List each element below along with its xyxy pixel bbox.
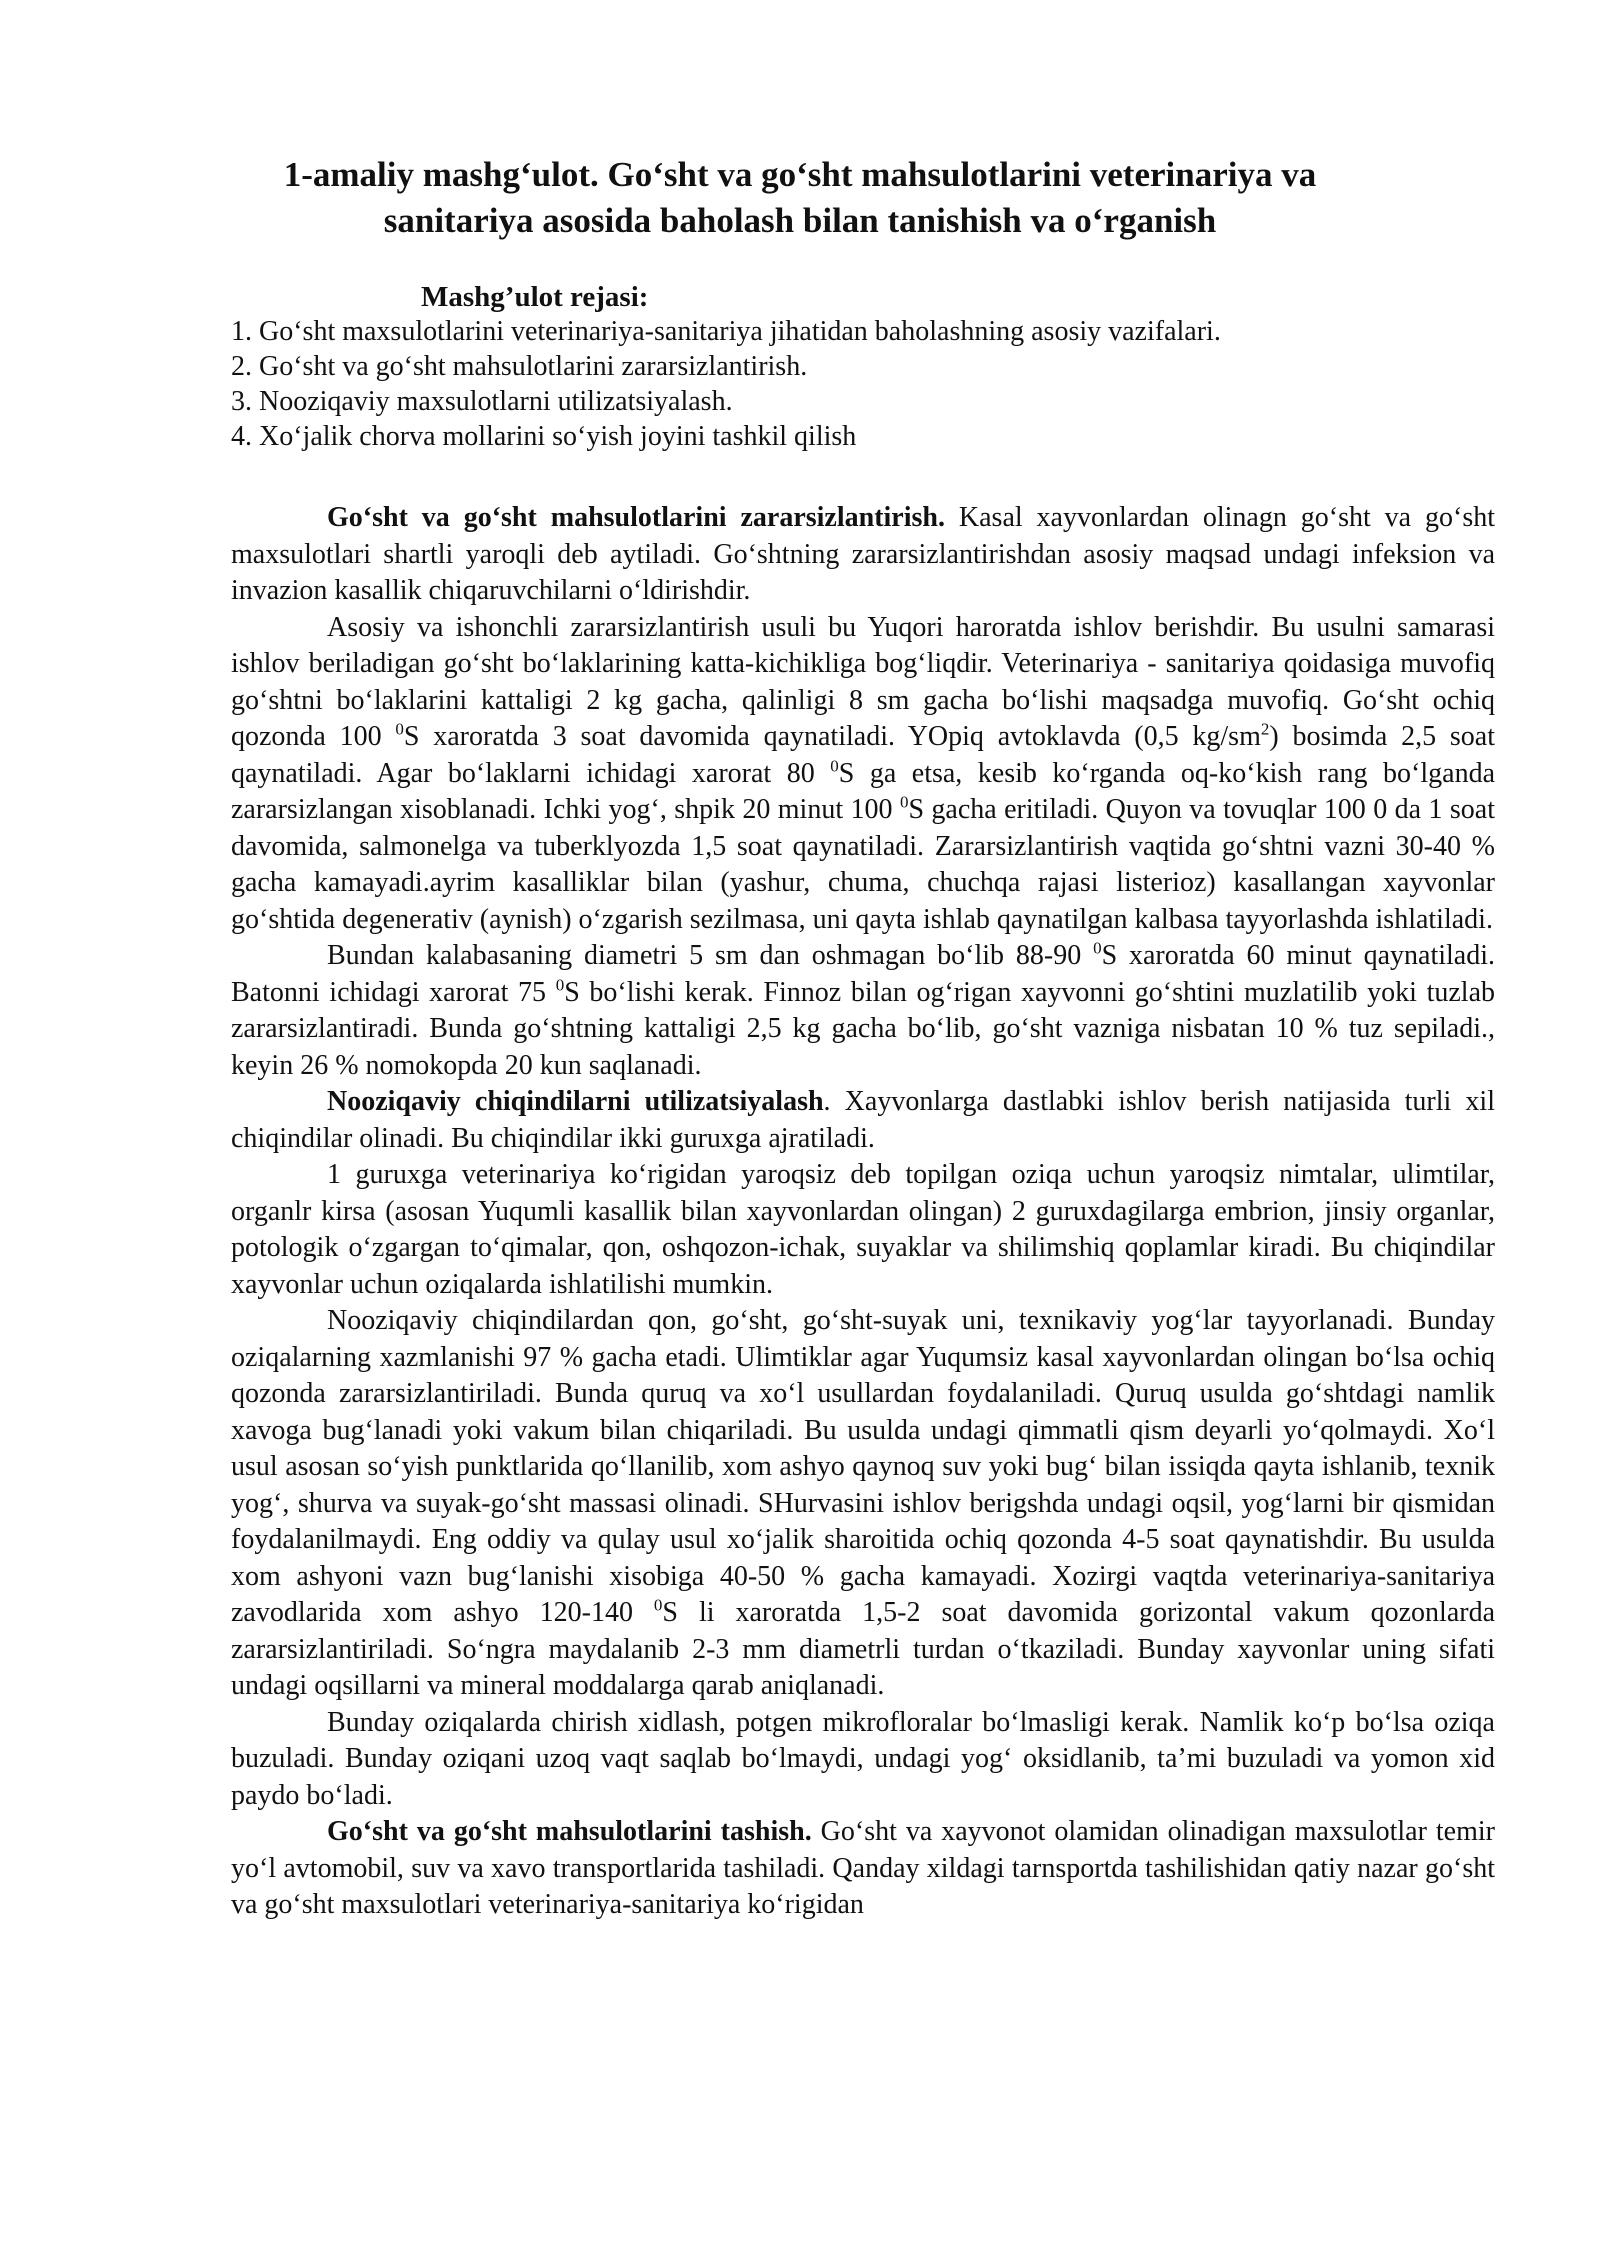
section-heading: Go‘sht va go‘sht mahsulotlarini tashish. [327, 1816, 812, 1847]
paragraph-groups: 1 guruxga veterinariya ko‘rigidan yaroqsiz deb topilgan oziqa uchun yaroqsiz nimtalar, ulimtilar, organlr kirsa (asosan Yuqumli kasallik bilan xayvonlardan olingan) 2 guruxdagilarga embrion, jinsiy organlar, potologik o‘zgargan to‘qimalar, qon, oshqozon-ichak, suyaklar va shilimshiq qoplamlar kiradi. Bu chiqindilar xayvonlar uchun oziqalarda ishlatilishi mumkin. [231, 1159, 1495, 1300]
plan-item: 4. Xo‘jalik chorva mollarini so‘yish joyini tashkil qilish [231, 421, 857, 452]
paragraph-heat-treatment: Asosiy va ishonchli zararsizlantirish usuli bu Yuqori haroratda ishlov berishdir. Bu usulni samarasi ishlov beriladigan go‘sht bo‘laklarining katta-kichikliga bog‘liqdir. Veterinariya - sanitariya qoidasiga muvofiq go‘shtni bo‘laklarini kattaligi 2 kg gacha, qalinligi 8 sm gacha bo‘lishi maqsadga muvofiq. Go‘sht ochiq qozonda 100 $^0$S xaroratda 3 soat davomida qaynatiladi. YOpiq avtoklavda (0,5 $kg/sm^2$) bosimda 2,5 soat qaynatiladi. Agar bo‘laklarni ichidagi xarorat 80 $^0$S ga etsa, kesib ko‘rganda oq-ko‘kish rang bo‘lganda zararsizlangan xisoblanadi. Ichki yog‘, shpik 20 minut 100 $^0$S gacha eritiladi. Quyon va tovuqlar 100 0 da 1 soat davomida, salmonelga va tuberklyozda 1,5 soat qaynatiladi. Zararsizlantirish vaqtida go‘shtni vazni 30-40 % gacha kamayadi.ayrim kasalliklar bilan (yashur, chuma, chuchqa rajasi listerioz) kasallangan xayvonlar go‘shtida degenerativ (aynish) o‘zgarish sezilmasa, uni qayta ishlab qaynatilgan kalbasa tayyorlashda ishlatiladi. [231, 611, 1496, 935]
plan-item: 1. Go‘sht maxsulotlarini veterinariya-sanitariya jihatidan baholashning asosiy vazifalari. [231, 316, 1221, 347]
document-body [231, 500, 1495, 1924]
plan-item: 3. Nooziqaviy maxsulotlarni utilizatsiyalash. [231, 386, 733, 417]
paragraph-utilization: Nooziqaviy chiqindilarni utilizatsiyalash. Xayvonlarga dastlabki ishlov berish natijasida turli xil chiqindilar olinadi. Bu chiqindilar ikki guruxga ajratiladi. [231, 1086, 1495, 1154]
plan-list [231, 314, 1491, 454]
plan-item: 2. Go‘sht va go‘sht mahsulotlarini zararsizlantirish. [231, 351, 808, 382]
paragraph-transport: Go‘sht va go‘sht mahsulotlarini tashish. Go‘sht va xayvonot olamidan olinadigan maxsulotlar temir yo‘l avtomobil, suv va xavo transportlarida tashiladi. Qanday xildagi tarnsportda tashilishidan qatiy nazar go‘sht va go‘sht maxsulotlari veterinariya-sanitariya ko‘rigidan [231, 1816, 1495, 1920]
paragraph-sausage: Bundan kalabasaning diametri 5 sm dan oshmagan bo‘lib 88-90 $^0$S xaroratda 60 minut qaynatiladi. Batonni ichidagi xarorat 75 $^0$S bo‘lishi kerak. Finnoz bilan og‘rigan xayvonni go‘shtini muzlatilib yoki tuzlab zararsizlantiradi. Bunda go‘shtning kattaligi 2,5 kg gacha bo‘lib, go‘sht vazniga nisbatan 10 % tuz sepiladi., keyin 26 % nomokopda 20 kun saqlanadi. [231, 938, 1496, 1081]
paragraph-processing: Nooziqaviy chiqindilardan qon, go‘sht, go‘sht-suyak uni, texnikaviy yog‘lar tayyorlanadi. Bunday oziqalarning xazmlanishi 97 % gacha etadi. Ulimtiklar agar Yuqumsiz kasal xayvonlardan olingan bo‘lsa ochiq qozonda zararsizlantiriladi. Bunda quruq va xo‘l usullardan foydalaniladi. Quruq usulda go‘shtdagi namlik xavoga bug‘lanadi yoki vakum bilan chiqariladi. Bu usulda undagi qimmatli qism deyarli yo‘qolmaydi. Xo‘l usul asosan so‘yish punktlarida qo‘llanilib, xom ashyo qaynoq suv yoki bug‘ bilan issiqda qayta ishlanib, texnik yog‘, shurva va suyak-go‘sht massasi olinadi. SHurvasini ishlov berigshda undagi oqsil, yog‘larni bir qismidan foydalanilmaydi. Eng oddiy va qulay usul xo‘jalik sharoitida ochiq qozonda 4-5 soat qaynatishdir. Bu usulda xom ashyoni vazn bug‘lanishi xisobiga 40-50 % gacha kamayadi. Xozirgi vaqtda veterinariya-sanitariya zavodlarida xom ashyo 120-140 $^0$S li xaroratda 1,5-2 soat davomida gorizontal vakum qozonlarda zararsizlantiriladi. So‘ngra maydalanib 2-3 mm diametrli turdan o‘tkaziladi. Bunday xayvonlar uning sifati undagi oqsillarni va mineral moddalarga qarab aniqlanadi. [231, 1305, 1495, 1701]
paragraph-disinfection: Go‘sht va go‘sht mahsulotlarini zararsizlantirish. Kasal xayvonlardan olinagn go‘sht va go‘sht maxsulotlari shartli yaroqli deb aytiladi. Go‘shtning zararsizlantirishdan asosiy maqsad undagi infeksion va invazion kasallik chiqaruvchilarni o‘ldirishdir. [231, 502, 1495, 606]
paragraph-quality: Bunday oziqalarda chirish xidlash, potgen mikrofloralar bo‘lmasligi kerak. Namlik ko‘p bo‘lsa oziqa buzuladi. Bunday oziqani uzoq vaqt saqlab bo‘lmaydi, undagi yog‘ oksidlanib, ta’mi buzuladi va yomon xid paydo bo‘ladi. [231, 1706, 1495, 1811]
section-heading: Go‘sht va go‘sht mahsulotlarini zararsizlantirish. [327, 502, 945, 533]
plan-heading: Mashg’ulot rejasi: [421, 281, 649, 313]
document-title: 1-amaliy mashg‘ulot. Go‘sht va go‘sht mahsulotlarini veterinariya va sanitariya asosida baholash bilan tanishish va o‘rganish [283, 155, 1317, 240]
section-heading: Nooziqaviy chiqindilarni utilizatsiyalash [327, 1086, 824, 1117]
